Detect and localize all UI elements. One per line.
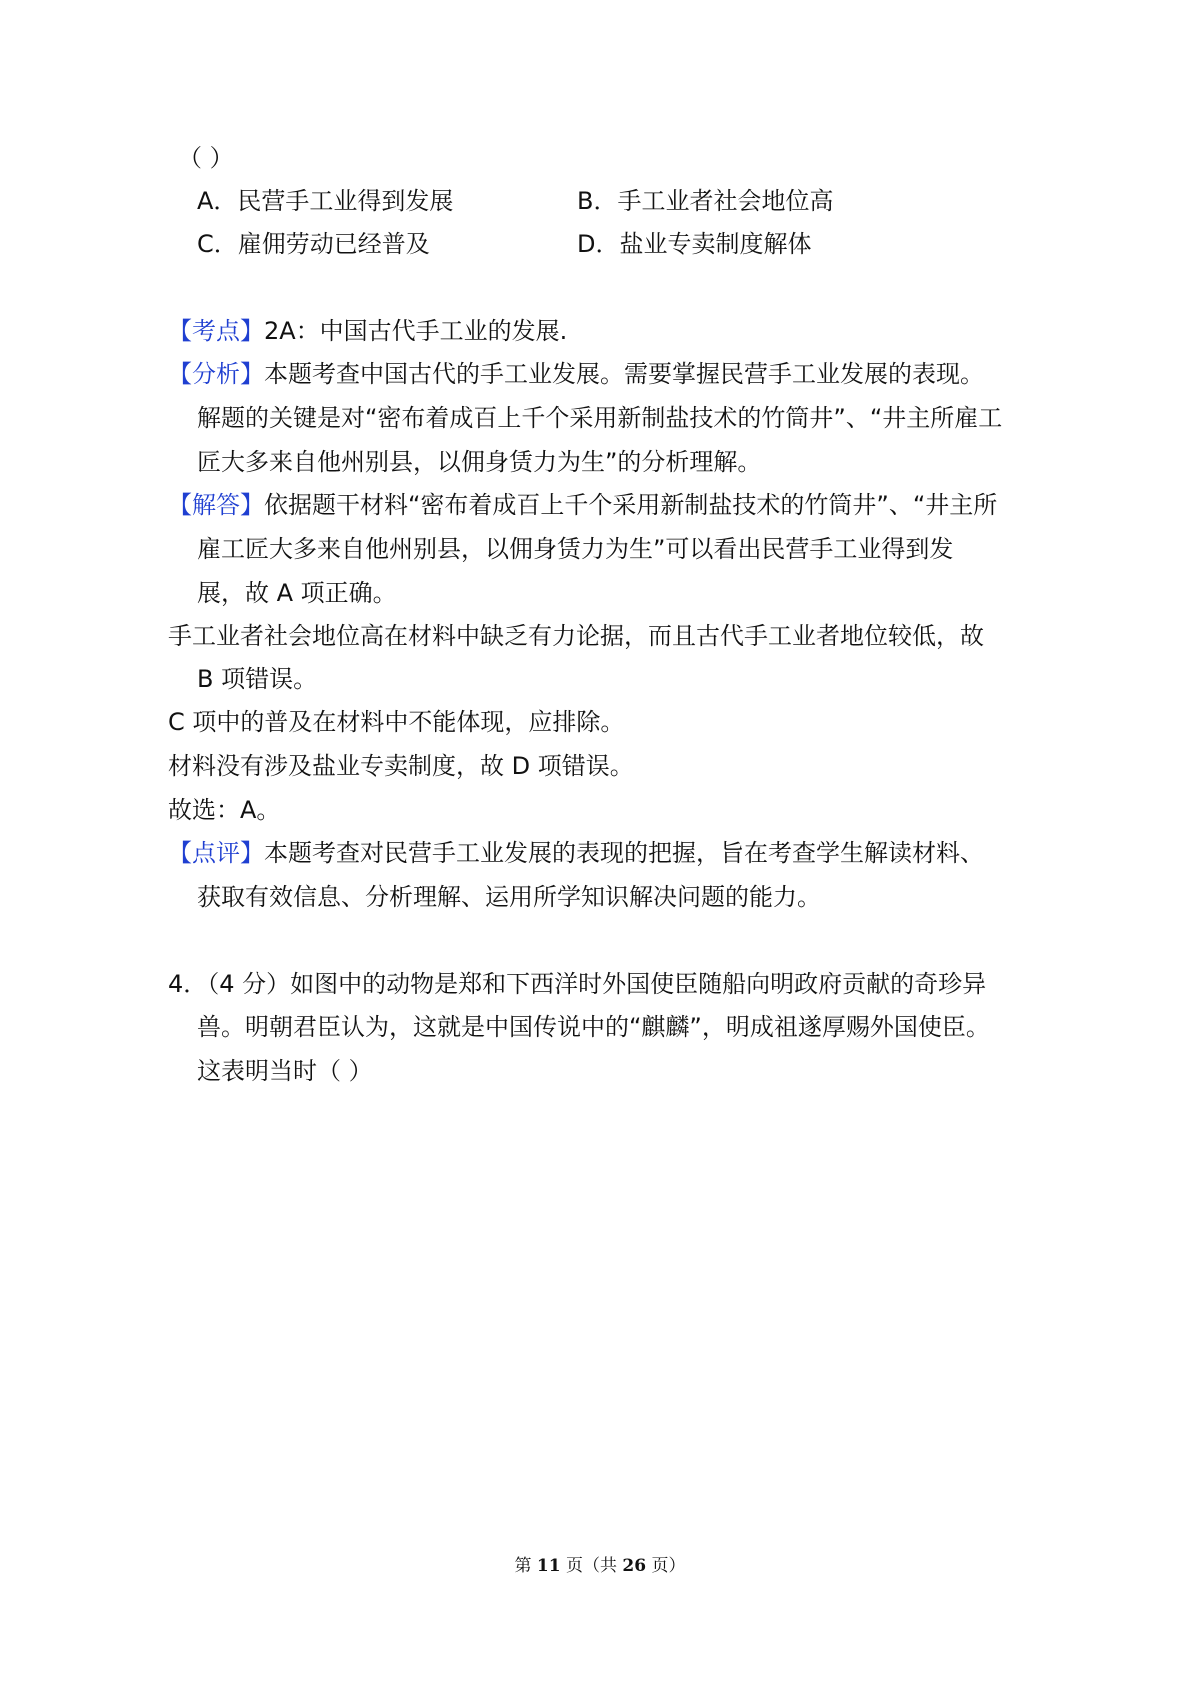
total-page-number: 26 [622,1556,647,1576]
answer-line: 故选：A。 [168,796,281,824]
option-a: A．民营手工业得到发展 [197,187,454,215]
option-c: C．雇佣劳动已经普及 [197,230,430,258]
jieda-line-3: 展，故 A 项正确。 [197,579,397,607]
option-b: B．手工业者社会地位高 [577,187,834,215]
q4-line-3: 这表明当时（ ） [197,1057,373,1085]
option-d-analysis: 材料没有涉及盐业专卖制度，故 D 项错误。 [168,752,634,780]
fenxi-line-3: 匠大多来自他州别县，以佣身赁力为生”的分析理解。 [197,448,762,476]
fenxi-tag: 【分析】 [168,360,264,388]
jieda-line-1 [168,489,997,521]
fenxi-text-1: 本题考查中国古代的手工业发展。需要掌握民营手工业发展的表现。 [264,360,984,388]
jieda-tag: 【解答】 [168,491,264,519]
fenxi-line-2: 解题的关键是对“密布着成百上千个采用新制盐技术的竹筒井”、“井主所雇工 [197,404,1003,432]
jieda-text-1: 依据题干材料“密布着成百上千个采用新制盐技术的竹筒井”、“井主所 [264,491,998,519]
footer-prefix: 第 [514,1556,532,1576]
option-b-analysis-2: B 项错误。 [197,665,318,693]
kaodian-text: 2A：中国古代手工业的发展. [264,317,568,345]
dianping-line-2: 获取有效信息、分析理解、运用所学知识解决问题的能力。 [197,883,821,911]
q3-answer-paren: （ ） [178,144,234,172]
current-page-number: 11 [536,1556,561,1576]
dianping-line-1 [168,837,984,869]
q4-line-1: 4．（4 分）如图中的动物是郑和下西洋时外国使臣随船向明政府贡献的奇珍异 [168,970,987,998]
dianping-tag: 【点评】 [168,839,264,867]
kaodian-line [168,315,567,347]
page-footer [0,1554,1200,1578]
option-d: D．盐业专卖制度解体 [577,230,812,258]
option-b-analysis-1: 手工业者社会地位高在材料中缺乏有力论据，而且古代手工业者地位较低，故 [168,622,984,650]
jieda-line-2: 雇工匠大多来自他州别县，以佣身赁力为生”可以看出民营手工业得到发 [197,535,954,563]
dianping-text-1: 本题考查对民营手工业发展的表现的把握，旨在考查学生解读材料、 [264,839,984,867]
fenxi-line-1 [168,358,984,390]
kaodian-tag: 【考点】 [168,317,264,345]
footer-middle: 页（共 [566,1556,617,1576]
q4-line-2: 兽。明朝君臣认为，这就是中国传说中的“麒麟”，明成祖遂厚赐外国使臣。 [197,1013,990,1041]
option-c-analysis: C 项中的普及在材料中不能体现，应排除。 [168,708,625,736]
footer-suffix: 页） [651,1556,686,1576]
